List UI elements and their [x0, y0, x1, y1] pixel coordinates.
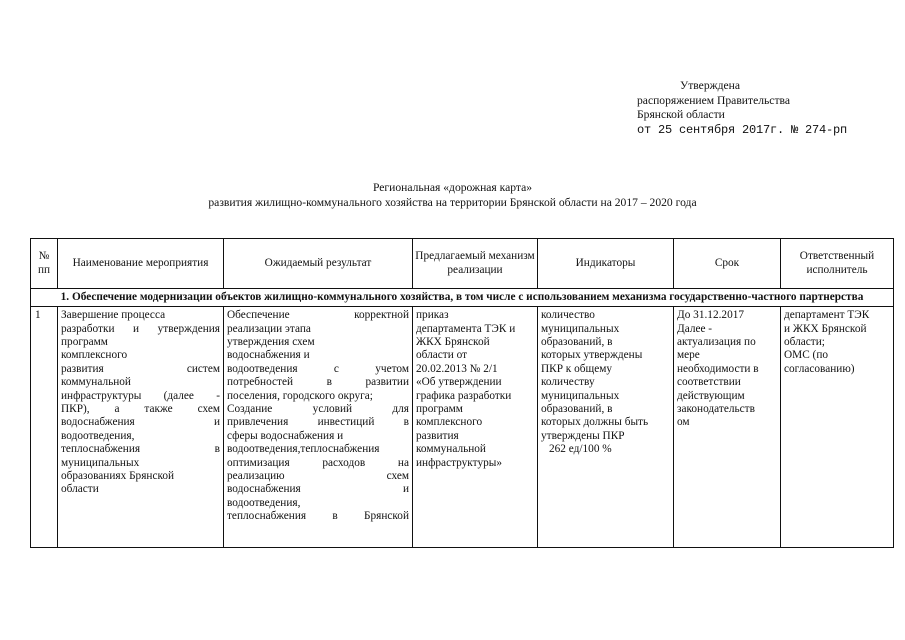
name-line: инфраструктуры (далее -: [61, 389, 220, 402]
result-line: реализации этапа: [227, 322, 311, 335]
result-line: поселения, городского округа;: [227, 389, 373, 402]
indicators-line: ПКР к общему: [541, 362, 613, 375]
header-name: Наименование мероприятия: [58, 239, 224, 289]
header-responsible: Ответственный исполнитель: [781, 239, 894, 289]
table-header-row: [31, 239, 894, 289]
header-indicators: Индикаторы: [538, 239, 674, 289]
approval-line-3: Брянской области: [637, 108, 725, 122]
mechanism-line: области от: [416, 349, 468, 362]
approval-line-4: от 25 сентября 2017г. № 274-рп: [637, 122, 848, 137]
name-line: муниципальных: [61, 456, 140, 469]
result-line: привлечения инвестиций в: [227, 416, 409, 429]
indicators-line: муниципальных: [541, 322, 620, 335]
name-line: развития систем: [61, 362, 220, 375]
responsible-line: области;: [784, 336, 825, 349]
section-row: [31, 289, 894, 307]
result-line: теплоснабжения в Брянской: [227, 510, 409, 523]
term-line: актуализация по: [677, 336, 756, 349]
header-mechanism: Предлагаемый механизм реализации: [413, 239, 538, 289]
term-line: законодательств: [677, 403, 755, 416]
approval-line-1: Утверждена: [680, 79, 741, 92]
result-line: Обеспечение корректной: [227, 309, 409, 322]
indicators-line: образований, в: [541, 336, 613, 349]
mechanism-line: коммунальной: [416, 443, 486, 456]
cell-responsible: [781, 307, 894, 548]
indicators-value: 262 ед/100 %: [549, 443, 612, 456]
section-title: 1. Обеспечение модернизации объектов жилищно-коммунального хозяйства, в том числе с использованием механизма государственно-частного партнерства: [31, 289, 894, 307]
responsible-line: ОМС (по: [784, 349, 829, 362]
approval-stamp: [637, 79, 847, 137]
result-line: водоотведения с учетом: [227, 362, 409, 375]
name-line: водоотведения,: [61, 429, 135, 442]
term-line: ом: [677, 416, 690, 429]
name-line: водоснабжения и: [61, 416, 220, 429]
result-line: Создание условий для: [227, 403, 409, 416]
mechanism-line: департамента ТЭК и: [416, 322, 516, 335]
table-row: [31, 307, 894, 548]
cell-result: [224, 307, 413, 548]
mechanism-line: ЖКХ Брянской: [416, 336, 490, 349]
result-line: водоснабжения и: [227, 349, 310, 362]
result-line: водоотведения,теплоснабжения: [227, 443, 380, 456]
mechanism-line: развития: [416, 429, 459, 442]
mechanism-line: графика разработки: [416, 389, 512, 402]
name-line: области: [61, 483, 99, 496]
cell-name: [58, 307, 224, 548]
responsible-line: согласованию): [784, 362, 855, 375]
approval-line-2: распоряжением Правительства: [637, 93, 790, 107]
roadmap-table: [30, 238, 894, 548]
name-line: программ: [61, 336, 108, 349]
result-line: сферы водоснабжения и: [227, 429, 344, 442]
name-line: разработки и утверждения: [61, 322, 220, 335]
term-line: Далее -: [677, 322, 713, 335]
term-line: необходимости в: [677, 362, 759, 375]
mechanism-line: приказ: [416, 309, 449, 322]
cell-num: 1: [31, 307, 58, 548]
name-line: комплексного: [61, 349, 128, 362]
indicators-line: муниципальных: [541, 389, 620, 402]
indicators-line: образований, в: [541, 403, 613, 416]
cell-indicators: [538, 307, 674, 548]
responsible-line: и ЖКХ Брянской: [784, 322, 867, 335]
result-line: реализацию схем: [227, 470, 409, 483]
result-line: оптимизация расходов на: [227, 456, 409, 469]
name-line: Завершение процесса: [61, 309, 166, 322]
term-line: соответствии: [677, 376, 741, 389]
indicators-line: которых утверждены: [541, 349, 643, 362]
header-term: Срок: [674, 239, 781, 289]
name-line: теплоснабжения в: [61, 443, 220, 456]
mechanism-line: комплексного: [416, 416, 483, 429]
term-line: До 31.12.2017: [677, 309, 745, 322]
mechanism-line: «Об утверждении: [416, 376, 502, 389]
result-line: потребностей в развитии: [227, 376, 409, 389]
result-line: водоотведения,: [227, 496, 301, 509]
mechanism-line: программ: [416, 403, 463, 416]
indicators-line: которых должны быть: [541, 416, 649, 429]
header-num: № пп: [31, 239, 58, 289]
cell-mechanism: [413, 307, 538, 548]
indicators-line: количеству: [541, 376, 595, 389]
mechanism-line: 20.02.2013 № 2/1: [416, 362, 498, 375]
term-line: действующим: [677, 389, 745, 402]
result-line: утверждения схем: [227, 336, 315, 349]
indicators-line: утверждены ПКР: [541, 429, 625, 442]
mechanism-line: инфраструктуры»: [416, 456, 502, 469]
term-line: мере: [677, 349, 700, 362]
document-title-line-2: развития жилищно-коммунального хозяйства на территории Брянской области на 2017 – 2020 года: [208, 196, 697, 209]
name-line: образованиях Брянской: [61, 470, 175, 483]
cell-term: [674, 307, 781, 548]
document-title-line-1: Региональная «дорожная карта»: [372, 181, 533, 194]
indicators-line: количество: [541, 309, 595, 322]
header-result: Ожидаемый результат: [224, 239, 413, 289]
name-line: коммунальной: [61, 376, 131, 389]
result-line: водоснабжения и: [227, 483, 409, 496]
responsible-line: департамент ТЭК: [784, 309, 870, 322]
name-line: ПКР), а также схем: [61, 403, 220, 416]
